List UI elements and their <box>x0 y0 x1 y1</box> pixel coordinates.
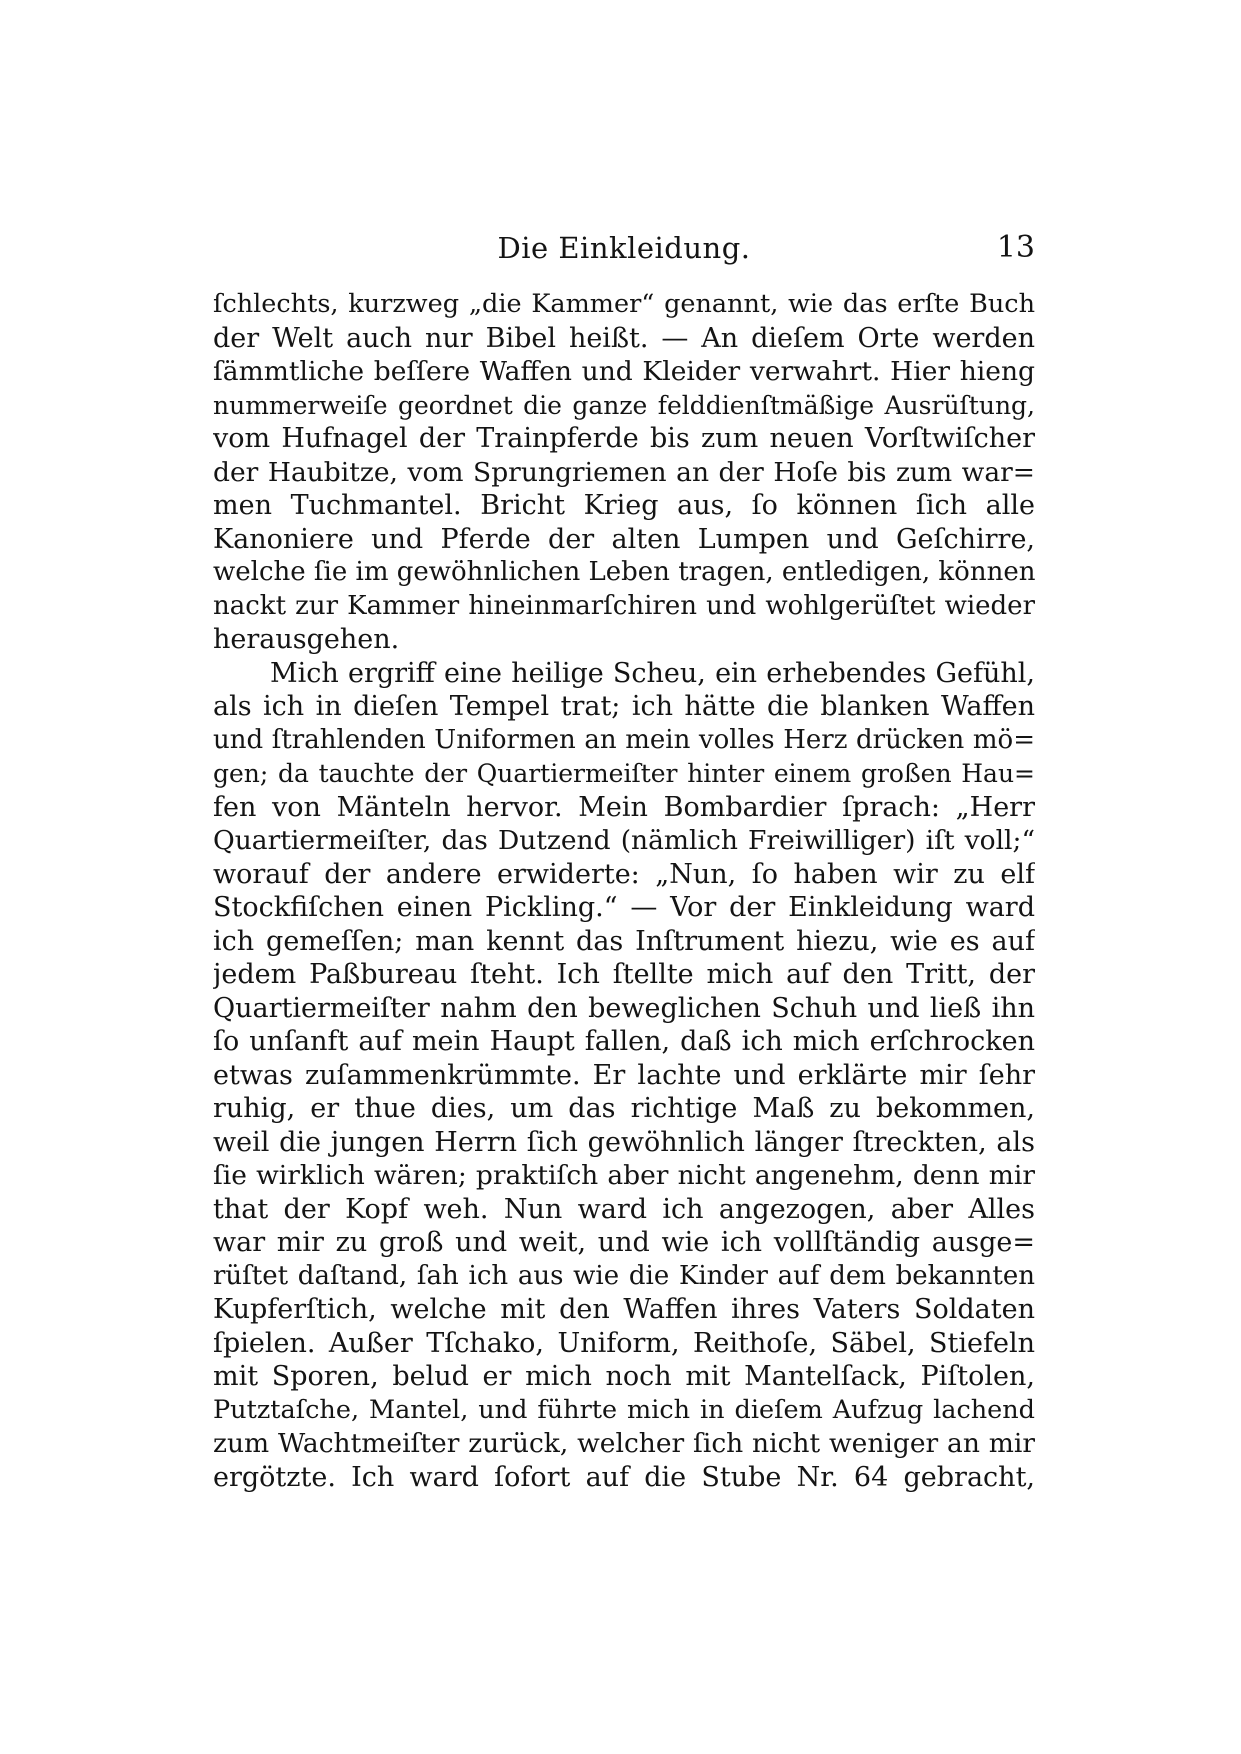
text-line: mit Sporen, belud er mich noch mit Mantelſack, Piſtolen, <box>213 1361 1035 1392</box>
text-line: ſo unſanft auf mein Haupt fallen, daß ich mich erſchrocken <box>213 1026 1035 1057</box>
text-line: zum Wachtmeiſter zurück, welcher ſich nicht weniger an mir <box>213 1428 1035 1459</box>
text-line: der Haubitze, vom Sprungriemen an der Hoſe bis zum war= <box>213 456 1035 488</box>
text-line: nackt zur Kammer hineinmarſchiren und wohlgerüſtet wieder <box>213 590 1035 621</box>
chapter-title: Die Einkleidung. <box>497 231 751 265</box>
text-line: Quartiermeiſter nahm den beweglichen Schuh und ließ ihn <box>213 992 1035 1024</box>
text-line: welche ſie im gewöhnlichen Leben tragen, entledigen, können <box>213 557 1035 587</box>
text-line: worauf der andere erwiderte: „Nun, ſo haben wir zu elf <box>213 858 1035 890</box>
text-line: ſchlechts, kurzweg „die Kammer“ genannt, wie das erſte Buch <box>213 289 1035 319</box>
text-line: ſämmtliche beſſere Waffen und Kleider verwahrt. Hier hieng <box>213 356 1035 387</box>
text-line: Putztaſche, Mantel, und führte mich in dieſem Aufzug lachend <box>213 1394 1035 1425</box>
paragraph-first-line: Mich ergriff eine heilige Scheu, ein erhebendes Gefühl, <box>270 657 1035 689</box>
text-line: ſpielen. Außer Tſchako, Uniform, Reithoſe, Säbel, Stiefeln <box>213 1327 1035 1359</box>
text-line: weil die jungen Herrn ſich gewöhnlich länger ſtreckten, als <box>213 1126 1035 1158</box>
text-line: Kanoniere und Pferde der alten Lumpen und Geſchirre, <box>213 523 1035 555</box>
text-line: Stockfiſchen einen Pickling.“ — Vor der Einkleidung ward <box>213 892 1035 923</box>
text-line: nummerweiſe geordnet die ganze felddienſtmäßige Ausrüſtung, <box>213 390 1035 420</box>
text-line: ruhig, er thue dies, um das richtige Maß zu bekommen, <box>213 1093 1035 1124</box>
text-line: vom Hufnagel der Trainpferde bis zum neuen Vorſtwiſcher <box>213 423 1035 454</box>
text-line: fen von Mänteln hervor. Mein Bombardier ſprach: „Herr <box>213 791 1035 823</box>
text-line: that der Kopf weh. Nun ward ich angezogen, aber Alles <box>213 1193 1035 1225</box>
text-line: men Tuchmantel. Bricht Krieg aus, ſo können ſich alle <box>213 490 1035 521</box>
text-line: war mir zu groß und weit, und wie ich vollſtändig ausge= <box>213 1227 1035 1258</box>
text-line: herausgehen. <box>213 624 400 655</box>
text-line: jedem Paßbureau ſteht. Ich ſtellte mich auf den Tritt, der <box>213 959 1035 990</box>
text-line: ich gemeſſen; man kennt das Inſtrument hiezu, wie es auf <box>213 925 1035 957</box>
text-line: etwas zuſammenkrümmte. Er lachte und erklärte mir ſehr <box>213 1059 1035 1091</box>
text-line: Kupferſtich, welche mit den Waffen ihres Vaters Soldaten <box>213 1294 1035 1325</box>
text-line: der Welt auch nur Bibel heißt. — An dieſem Orte werden <box>213 322 1035 354</box>
text-line: als ich in dieſen Tempel trat; ich hätte die blanken Waffen <box>213 691 1035 722</box>
text-line: Quartiermeiſter, das Dutzend (nämlich Freiwilliger) iſt voll;“ <box>213 825 1035 856</box>
text-line: ſie wirklich wären; praktiſch aber nicht angenehm, denn mir <box>213 1160 1035 1191</box>
text-line: gen; da tauchte der Quartiermeiſter hinter einem großen Hau= <box>213 759 1035 788</box>
page-number: 13 <box>996 230 1035 265</box>
text-line: und ſtrahlenden Uniformen an mein volles Herz drücken mö= <box>213 724 1035 755</box>
running-head <box>213 228 1035 268</box>
body-text <box>213 288 1035 1494</box>
text-line: rüſtet daſtand, ſah ich aus wie die Kinder auf dem bekannten <box>213 1260 1035 1291</box>
text-line: ergötzte. Ich ward ſofort auf die Stube Nr. 64 gebracht, <box>213 1461 1035 1493</box>
